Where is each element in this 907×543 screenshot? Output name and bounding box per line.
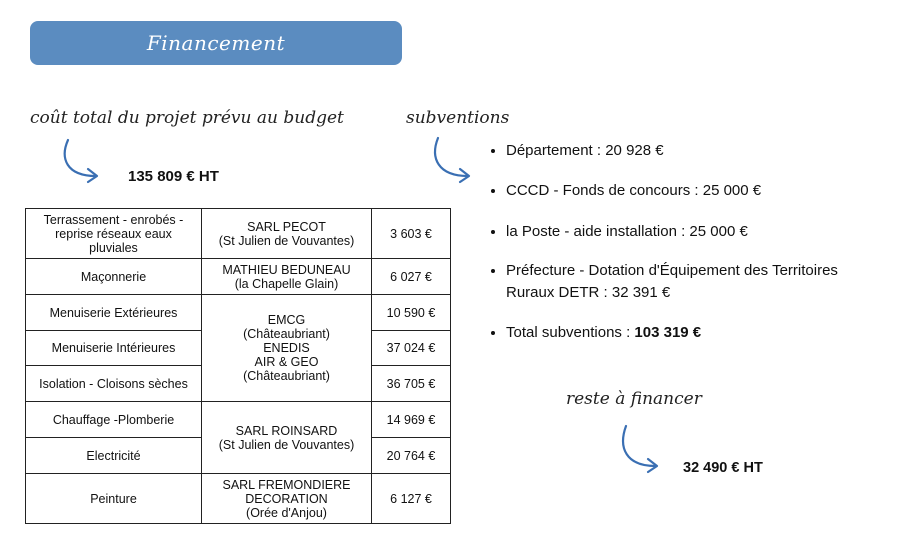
work-cell: Peinture — [26, 474, 202, 524]
total-subsidies-label: Total subventions : — [506, 323, 635, 341]
subsidies-list — [486, 140, 907, 344]
company-location: (St Julien de Vouvantes) — [218, 233, 355, 248]
company-location: (Châteaubriant) — [243, 369, 330, 383]
list-item: • Département : 20 928 € — [506, 140, 907, 162]
work-cell: Chauffage -Plomberie — [26, 402, 202, 438]
company-location: (Châteaubriant) — [243, 327, 330, 341]
company-name: EMCG — [267, 313, 306, 327]
company-location: (St Julien de Vouvantes) — [218, 437, 355, 452]
total-cost-value: 135 809 € HT — [128, 168, 219, 185]
table-row — [26, 402, 451, 438]
company-location: (la Chapelle Glain) — [234, 276, 339, 291]
amount-cell: 20 764 € — [372, 438, 451, 474]
company-name: SARL PECOT — [247, 219, 326, 234]
company-cell — [202, 209, 372, 259]
arrow-icon — [618, 424, 668, 476]
subsidies-label: subventions — [406, 108, 510, 128]
prefecture-line: Ruraux DETR : 32 391 € — [506, 284, 671, 301]
company-cell — [202, 474, 372, 524]
amount-cell: 37 024 € — [372, 331, 451, 366]
list-item — [506, 260, 907, 304]
list-item — [506, 322, 907, 344]
company-cell — [202, 402, 372, 474]
total-subsidies-value: 103 319 € — [634, 323, 702, 341]
total-cost-label: coût total du projet prévu au budget — [30, 108, 344, 128]
remaining-value: 32 490 € HT — [683, 460, 763, 476]
work-cell: Menuiserie Intérieures — [26, 331, 202, 366]
amount-cell: 10 590 € — [372, 295, 451, 331]
list-item: • CCCD - Fonds de concours : 25 000 € — [506, 180, 907, 202]
remaining-label: reste à financer — [566, 389, 702, 409]
table-row — [26, 474, 451, 524]
company-name: AIR & GEO — [254, 355, 319, 369]
cost-table — [25, 208, 451, 524]
company-name: MATHIEU BEDUNEAU — [222, 262, 351, 277]
company-cell — [202, 295, 372, 402]
table-row — [26, 259, 451, 295]
work-cell: Maçonnerie — [26, 259, 202, 295]
work-cell: Menuiserie Extérieures — [26, 295, 202, 331]
work-cell: Isolation - Cloisons sèches — [26, 366, 202, 402]
company-name: DECORATION — [245, 491, 328, 506]
amount-cell: 6 027 € — [372, 259, 451, 295]
company-name: SARL ROINSARD — [235, 423, 338, 438]
arrow-icon — [430, 136, 480, 186]
company-location: (Orée d'Anjou) — [246, 505, 327, 520]
amount-cell: 6 127 € — [372, 474, 451, 524]
work-cell: Terrassement - enrobés - reprise réseaux eaux pluviales — [26, 209, 202, 259]
amount-cell: 14 969 € — [372, 402, 451, 438]
prefecture-line: • Préfecture - Dotation d'Équipement des Territoires — [506, 262, 838, 280]
work-cell: Electricité — [26, 438, 202, 474]
amount-cell: 36 705 € — [372, 366, 451, 402]
table-row — [26, 295, 451, 331]
company-name: ENEDIS — [263, 341, 310, 355]
company-cell — [202, 259, 372, 295]
section-title: Financement — [30, 21, 402, 65]
list-item: • la Poste - aide installation : 25 000 € — [506, 221, 907, 243]
arrow-icon — [58, 138, 108, 186]
company-name: SARL FREMONDIERE — [222, 477, 351, 492]
amount-cell: 3 603 € — [372, 209, 451, 259]
table-row — [26, 209, 451, 259]
